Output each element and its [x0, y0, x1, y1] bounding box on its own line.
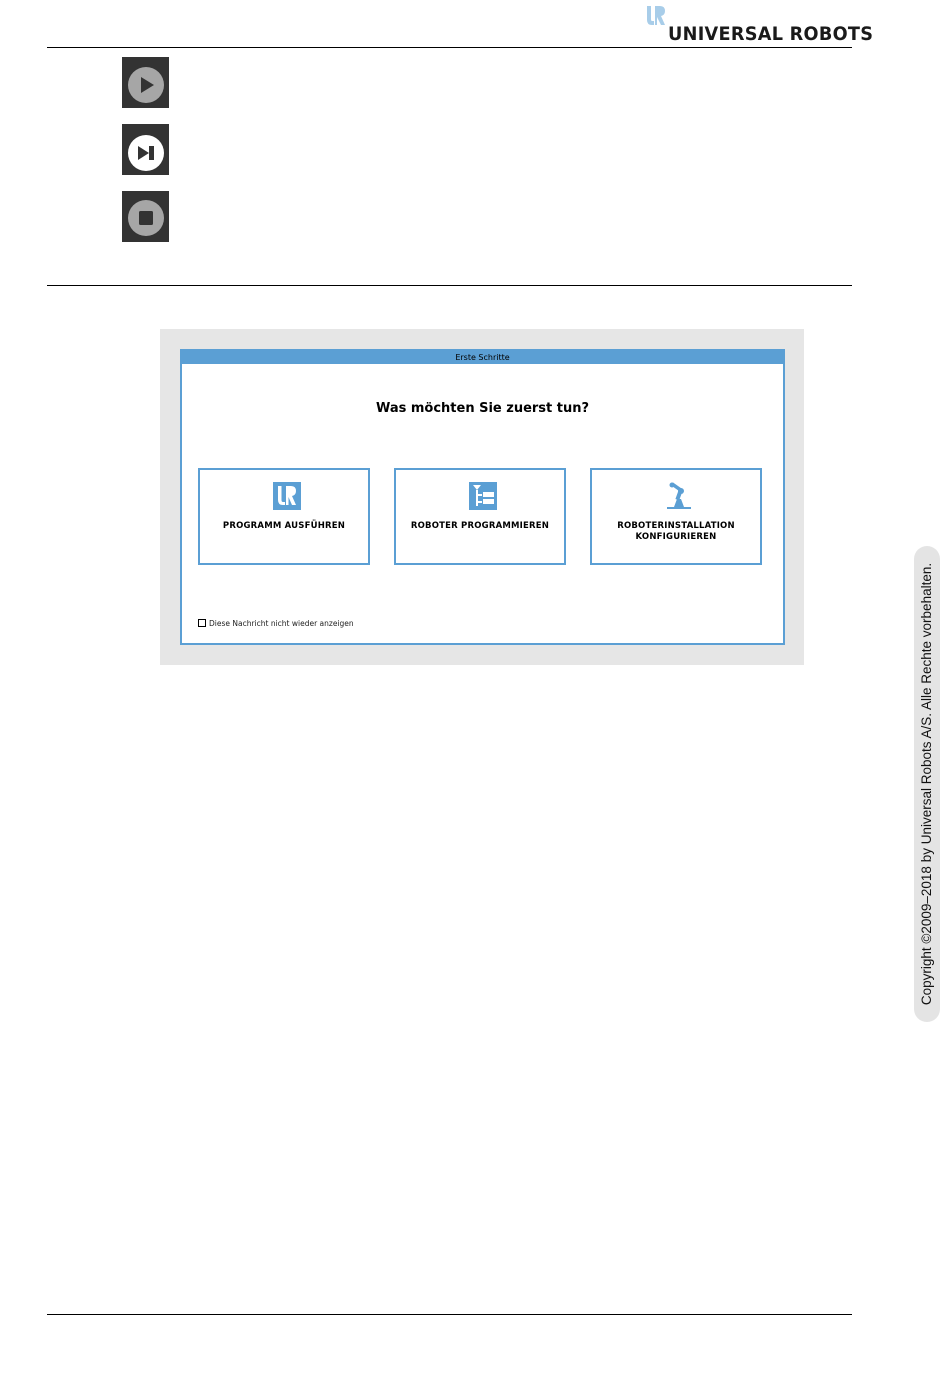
dialog-question: Was möchten Sie zuerst tun?: [375, 401, 590, 416]
checkbox-box[interactable]: [198, 619, 206, 627]
configure-installation-label: ROBOTERINSTALLATION KONFIGURIEREN: [617, 521, 735, 542]
program-robot-label: ROBOTER PROGRAMMIEREN: [410, 521, 550, 531]
run-program-label: PROGRAMM AUSFÜHREN: [222, 521, 346, 531]
robot-arm-icon: [664, 481, 694, 511]
stop-button[interactable]: [122, 191, 169, 242]
section-divider: [47, 285, 852, 286]
program-robot-button[interactable]: [394, 468, 566, 565]
brand-name: UNIVERSAL ROBOTS: [668, 23, 874, 45]
ur-logo-icon: [645, 4, 667, 28]
getting-started-dialog: [180, 349, 785, 645]
run-program-button[interactable]: [198, 468, 370, 565]
universal-robots-logo: [645, 4, 874, 45]
screenshot-frame: [160, 329, 804, 665]
program-tree-icon: [468, 481, 498, 511]
dialog-title: Erste Schritte: [182, 351, 783, 364]
header-divider: [47, 47, 852, 48]
footer-divider: [47, 1314, 852, 1315]
play-button[interactable]: [122, 57, 169, 108]
stop-icon: [122, 191, 169, 242]
configure-installation-button[interactable]: [590, 468, 762, 565]
copyright-notice: Copyright ©2009–2018 by Universal Robots A/S. Alle Rechte vorbehalten.: [919, 562, 934, 1006]
dont-show-again-checkbox[interactable]: [198, 619, 354, 628]
step-icon: [122, 124, 169, 175]
checkbox-label: Diese Nachricht nicht wieder anzeigen: [209, 619, 354, 628]
play-icon: [122, 57, 169, 108]
step-button[interactable]: [122, 124, 169, 175]
ur-logo-icon: [272, 481, 302, 511]
